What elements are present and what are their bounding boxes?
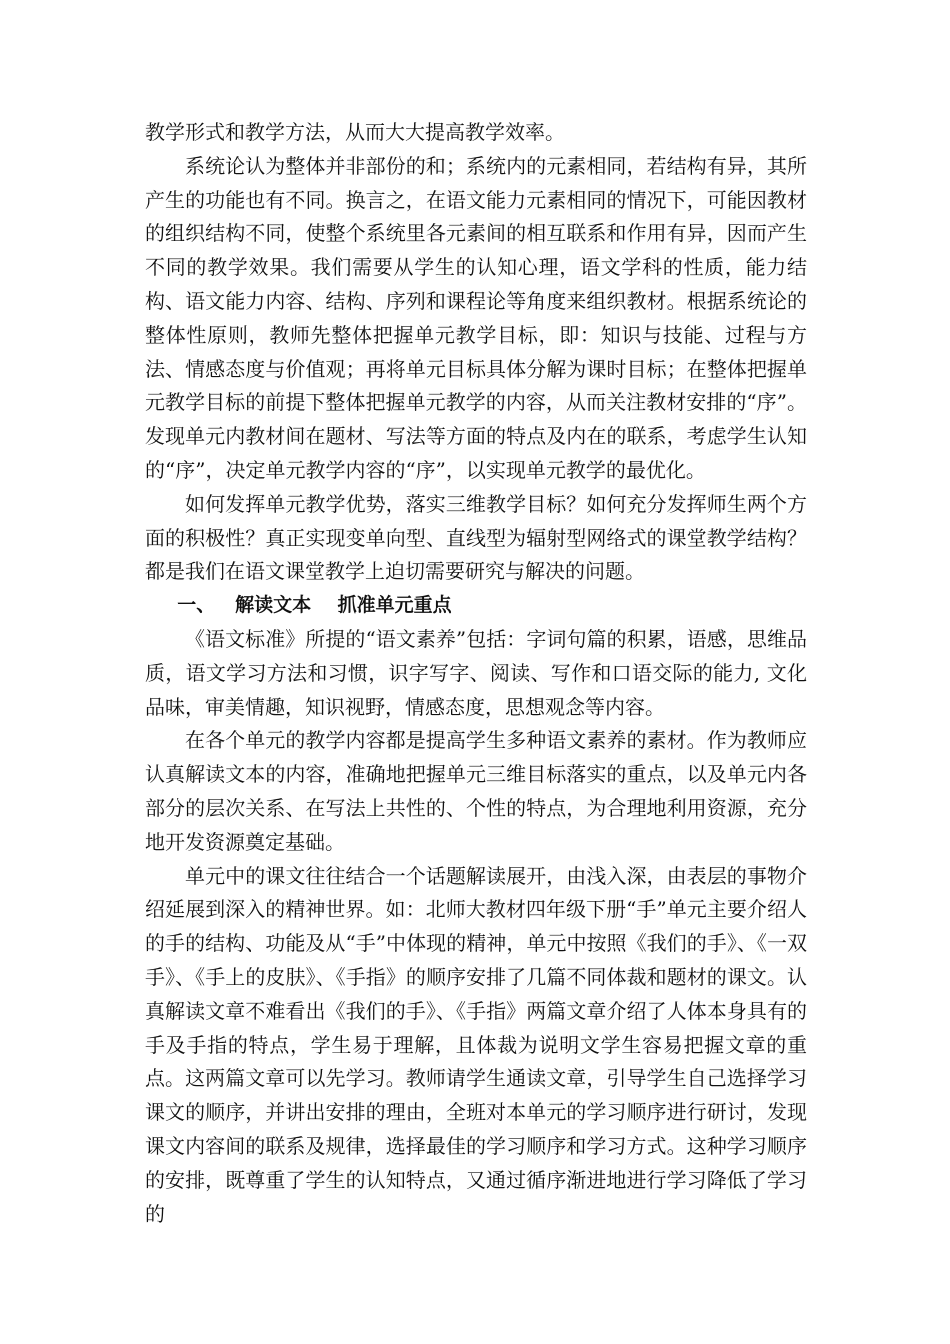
document-page: [145, 116, 807, 1231]
paragraph-systems-theory: 系统论认为整体并非部份的和；系统内的元素相同，若结构有异，其所产生的功能也有不同。换言之，在语文能力元素相同的情况下，可能因教材的组织结构不同，使整个系统里各元素间的相互联系和作用有异，因而产生不同的教学效果。我们需要从学生的认知心理，语文学科的性质，能力结构、语文能力内容、结构、序列和课程论等角度来组织教材。根据系统论的整体性原则，教师先整体把握单元教学目标，即：知识与技能、过程与方法、情感态度与价值观；再将单元目标具体分解为课时目标；在整体把握单元教学目标的前提下整体把握单元教学的内容，从而关注教材安排的“序”。发现单元内教材间在题材、写法等方面的特点及内在的联系，考虑学生认知的“序”，决定单元教学内容的“序”，以实现单元教学的最优化。: [145, 153, 807, 482]
paragraph-questions: 如何发挥单元教学优势，落实三维教学目标？如何充分发挥师生两个方面的积极性？真正实现变单向型、直线型为辐射型网络式的课堂教学结构？都是我们在语文课堂教学上迫切需要研究与解决的问题。: [145, 491, 807, 584]
paragraph-continuation: 教学形式和教学方法，从而大大提高教学效率。: [145, 120, 565, 144]
section-heading: 一、 解读文本 抓准单元重点: [177, 594, 452, 617]
paragraph-literacy-standard: 《语文标准》所提的“语文素养”包括：字词句篇的积累，语感，思维品质，语文学习方法和习惯，识字写字、阅读、写作和口语交际的能力, 文化品味，审美情趣，知识视野，情感态度，思想观念等内容。: [145, 626, 807, 719]
paragraph-unit-example: 单元中的课文往往结合一个话题解读展开，由浅入深，由表层的事物介绍延展到深入的精神世界。如：北师大教材四年级下册“手”单元主要介绍人的手的结构、功能及从“手”中体现的精神，单元中按照《我们的手》、《一双手》、《手上的皮肤》、《手指》的顺序安排了几篇不同体裁和题材的课文。认真解读文章不难看出《我们的手》、《手指》两篇文章介绍了人体本身具有的手及手指的特点，学生易于理解，且体裁为说明文学生容易把握文章的重点。这两篇文章可以先学习。教师请学生通读文章，引导学生自己选择学习课文的顺序，并讲出安排的理由，全班对本单元的学习顺序进行研讨，发现课文内容间的联系及规律，选择最佳的学习顺序和学习方式。这种学习顺序的安排，既尊重了学生的认知特点，又通过循序渐进地进行学习降低了学习的: [145, 863, 807, 1226]
paragraph-unit-content: 在各个单元的教学内容都是提高学生多种语文素养的素材。作为教师应认真解读文本的内容，准确地把握单元三维目标落实的重点，以及单元内各部分的层次关系、在写法上共性的、个性的特点，为合理地利用资源，充分地开发资源奠定基础。: [145, 728, 807, 854]
